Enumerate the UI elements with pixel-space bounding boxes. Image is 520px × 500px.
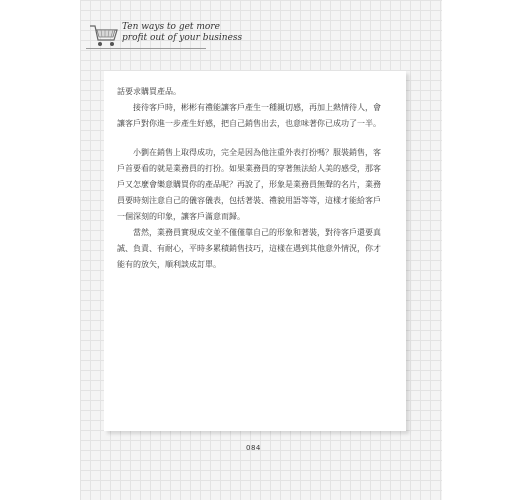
- header-divider: [86, 48, 206, 49]
- header-line-2: profit out of your business: [122, 33, 243, 43]
- paragraph-line: 戶首要看的就是業務員的打扮。如果業務員的穿著無法給人美的感受，那客: [117, 164, 381, 173]
- paragraph-line: 小劉在銷售上取得成功，完全是因為他注重外表打扮嗎？服裝銷售，客: [133, 148, 381, 157]
- paragraph-line: 誠、負責、有耐心，平時多累積銷售技巧，這樣在遇到其他意外情況，你才: [117, 244, 381, 253]
- shopping-cart-icon: [88, 22, 120, 50]
- paragraph-line: 一個深刻的印象，讓客戶滿意而歸。: [117, 212, 245, 221]
- paragraph-line: 能有的放矢，順利談成訂單。: [117, 260, 221, 269]
- paragraph-line: 讓客戶對你進一步產生好感，把自己銷售出去，也意味著你已成功了一半。: [117, 119, 381, 128]
- paragraph-gap: [117, 132, 399, 145]
- paragraph-line: 話要求購買產品。: [117, 87, 181, 96]
- paragraph-line: 接待客戶時，彬彬有禮能讓客戶產生一種親切感，再加上熱情待人，會: [133, 103, 381, 112]
- paragraph-line: 員要時刻注意自己的儀容儀表，包括著裝、禮貌用語等等，這樣才能給客戶: [117, 196, 381, 205]
- header-line-1: Ten ways to get more: [122, 22, 220, 32]
- body-text: [117, 84, 399, 273]
- paragraph-line: 當然，業務員實現成交並不僅僅靠自己的形象和著裝，對待客戶還要真: [133, 228, 381, 237]
- page-number: 084: [246, 444, 261, 452]
- paragraph-line: 戶又怎麼會樂意購買你的產品呢？再說了，形象是業務員無聲的名片，業務: [117, 180, 381, 189]
- book-series-header: [122, 22, 242, 44]
